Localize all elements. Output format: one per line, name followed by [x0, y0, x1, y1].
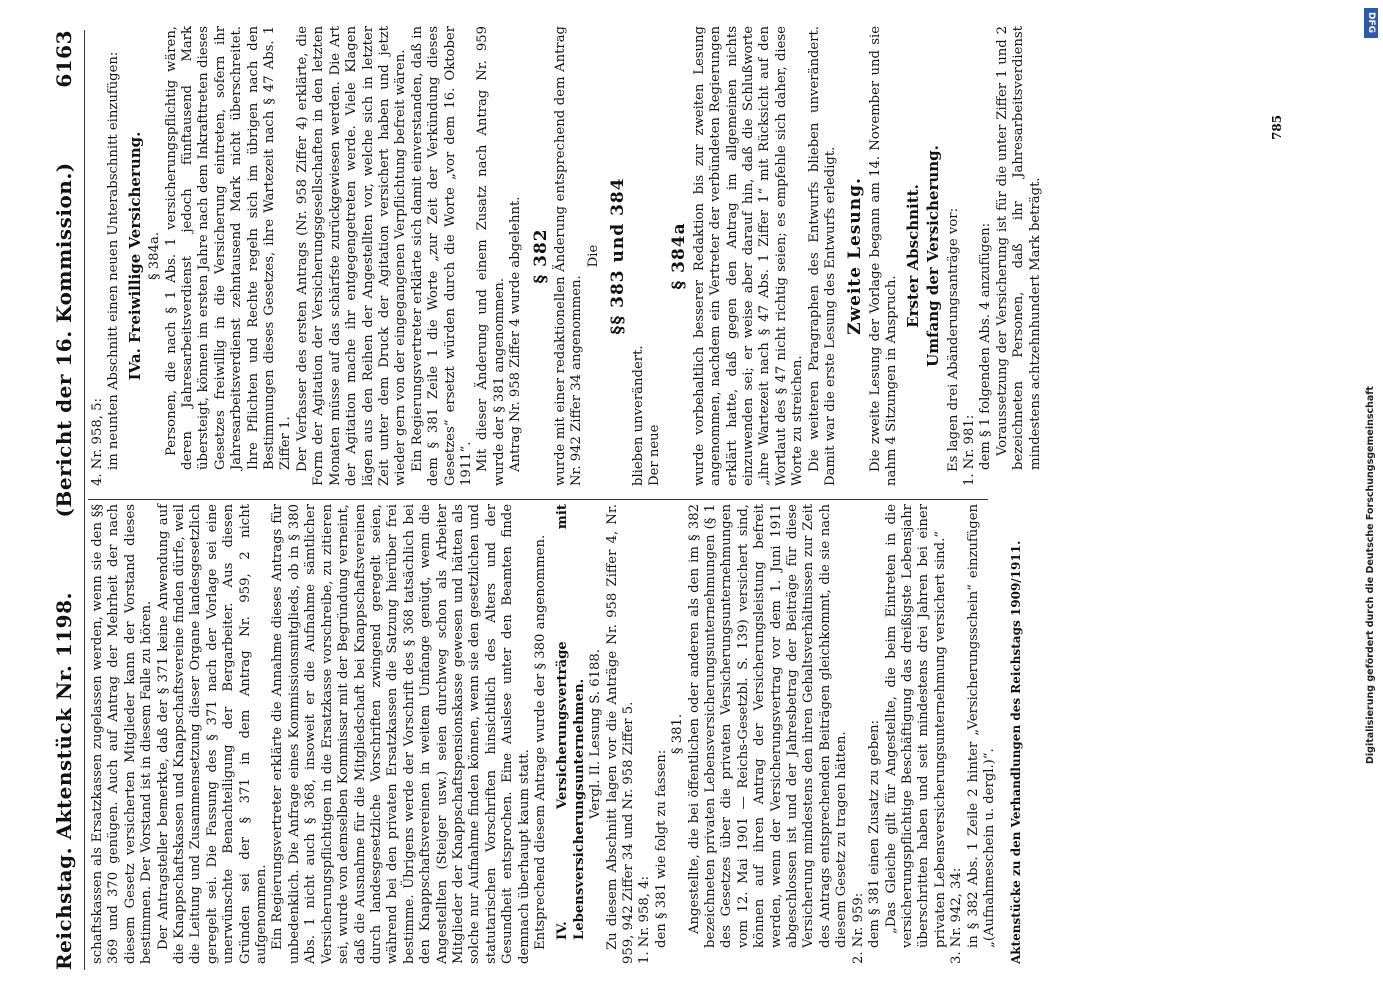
- paragraph-heading: §§ 383 und 384: [608, 177, 629, 335]
- quoted-text: Angestellte, die bei öffentlichen oder anderen als den im § 382 bezeichneten privaten Lebensversicherungsunternehmungen (§ 1 des Gesetzes über die privaten Versicherungsunternehmungen vom 12. Mai 1901 — Reichs-Gesetzbl. S. 139) versichert sind, können auf ihren Antrag der Versicherungsleistung befreit werden, wenn der Versicherungsvertrag vor dem 1. Juni 1911 abgeschlossen ist und der Jahresbetrag der Beiträge für diese Versicherung mindestens den ihren Gehaltsverhältnissen zur Zeit des Antrags entsprechenden Beiträgen gleichkommt, die sie nach diesem Gesetz zu tragen hätten.: [686, 504, 850, 948]
- paragraph: Antrag Nr. 958 Ziffer 4 wurde abgelehnt.: [508, 196, 524, 472]
- running-head: [52, 30, 82, 970]
- paragraph: wurde vorbehaltlich besserer Redaktion bis zur zweiten Lesung angenommen, nachdem ein Vertreter der verbündeten Regierungen erklärt hatte, daß gegen den Antrag im allgemeinen nichts einzuwenden sei; er weise aber darauf hin, daß die Schlußworte „ihre Wartezeit nach § 47 Abs. 1 Ziffer 1“ mit Rücksicht auf den Wortlaut des § 47 nicht richtig seien; es empfehle sich daher, diese Worte zu streichen.: [691, 26, 806, 486]
- list-item-text: im neunten Abschnitt einen neuen Unterabschnitt einzufügen:: [106, 51, 122, 470]
- paragraph-sign: § 381.: [670, 713, 686, 755]
- list-item-text: dem § 1 folgenden Abs. 4 anzufügen:: [978, 222, 994, 470]
- list-item-text: in § 382 Abs. 1 Zeile 2 hinter „Versicherungsschein“ einzufügen „(Aufnahmeschein u. dergl.)“.: [965, 504, 997, 948]
- paragraph: Entsprechend diesem Antrage wurde der § 380 angenommen.: [532, 534, 548, 950]
- list-item-text: den § 381 wie folgt zu fassen:: [653, 749, 669, 948]
- section-reference: Vergl. II. Lesung S. 6188.: [588, 649, 604, 819]
- list-item-number: 2. Nr. 959:: [850, 892, 866, 964]
- list-item-number: 3. Nr. 942, 34:: [949, 867, 965, 964]
- running-head-center: (Bericht der 16. Kommission.): [52, 162, 76, 518]
- paragraph: Mit dieser Änderung und einem Zusatz nach Antrag Nr. 959 wurde der § 381 angenommen.: [475, 26, 507, 486]
- paragraph: blieben unverändert.: [630, 345, 646, 486]
- running-head-left: Reichstag. Aktenstück Nr. 1198.: [52, 592, 76, 970]
- section-title: IV. Versicherungsverträge mit Lebensversicherungsunternehmen.: [555, 504, 587, 940]
- paragraph: wurde mit einer redaktionellen Änderung entsprechend dem Antrag Nr. 942 Ziffer 34 angenommen.: [552, 26, 585, 486]
- footer-source: Aktenstücke zu den Verhandlungen des Reichstags 1909/1911.: [1009, 540, 1024, 964]
- paragraph: Der neue: [647, 424, 662, 486]
- paragraph-sign: § 384a.: [147, 232, 163, 281]
- subsection-heading: IVa. Freiwillige Versicherung.: [125, 131, 144, 381]
- paragraph: Es lagen drei Abänderungsanträge vor:: [945, 207, 961, 472]
- list-item-number: 4. Nr. 958, 5:: [90, 398, 105, 486]
- left-column: [90, 504, 1025, 964]
- paragraph: Die weiteren Paragraphen des Entwurfs blieben unverändert. Damit war die erste Lesung des Entwurfs erledigt.: [806, 26, 839, 486]
- paragraph: Ein Regierungsvertreter erklärte sich damit einverstanden, daß in dem § 381 Zeile 1 die Worte „zur Zeit der Verkündung dieses Gesetzes“ ersetzt würden durch die Worte „vor dem 16. Oktober 1911“.: [409, 26, 474, 486]
- paragraph: schaftskassen als Ersatzkassen zugelassen werden, wenn sie den §§ 369 und 370 genügen. Auch auf Antrag der Mehrheit der nach diesem Gesetz versicherten Mitglieder kann der Vorstand dieses bestimmen. Der Vorstand ist in diesem Falle zu hören.: [90, 504, 155, 964]
- paragraph: Die zweite Lesung der Vorlage begann am 14. November und sie nahm 4 Sitzungen in Anspruch.: [867, 26, 900, 486]
- quoted-text: Voraussetzung der Versicherung ist für die unter Ziffer 1 und 2 bezeichneten Personen, daß ihr Jahresarbeitsverdienst mindestens achtzehnhundert Mark beträgt.: [994, 26, 1043, 470]
- section-heading: Umfang der Versicherung.: [924, 145, 943, 367]
- list-item-number: 1. Nr. 981:: [961, 414, 977, 486]
- reading-heading: Zweite Lesung.: [845, 177, 866, 335]
- signature-mark: 785: [1270, 114, 1284, 140]
- quoted-text: Personen, die nach § 1 Abs. 1 versicherungspflichtig wären, deren Jahresarbeitsverdienst jedoch fünftausend Mark übersteigt, können im ersten Jahre nach dem Inkrafttreten dieses Gesetzes freiwillig in die Versicherung eintreten, sofern ihr Jahresarbeitsverdienst zehntausend Mark nicht überschreitet. Ihre Pflichten und Rechte regeln sich im übrigen nach den Bestimmungen dieses Gesetzes, ihre Wartezeit nach § 47 Abs. 1 Ziffer 1.: [163, 26, 294, 470]
- paragraph-heading: § 384a: [669, 222, 690, 290]
- paragraph: Zu diesem Abschnitt lagen vor die Anträge Nr. 958 Ziffer 4, Nr. 959, 942 Ziffer 34 und Nr. 958 Ziffer 5.: [604, 504, 636, 964]
- right-column: [90, 26, 1044, 486]
- column-divider: [88, 499, 988, 500]
- digitization-credit: Digitalisierung gefördert durch die Deutsche Forschungsgemeinschaft: [1365, 386, 1376, 764]
- list-item-number: 1. Nr. 958, 4:: [637, 876, 653, 964]
- dfg-logo: DFG: [1364, 8, 1378, 38]
- paragraph: Ein Regierungsvertreter erklärte die Annahme dieses Antrags für unbedenklich. Die Anfrage eines Kommissionsmitglieds, ob in § 380 Abs. 1 nicht auch § 368, insoweit er die Aufnahme sämtlicher Versicherungspflichtigen in die Ersatzkasse vorschreibe, zu zitieren sei, wurde von demselben Kommissar mit der Begründung verneint, daß die Ausnahme für die Mitgliedschaft bei Knappschaftsvereinen durch landesgesetzliche Vorschriften zwingend geregelt seien, während bei den privaten Ersatzkassen die Satzung hierüber frei bestimme. Übrigens werde der Vorschrift des § 368 tatsächlich bei den Knappschaftsvereinen in weitem Umfange genügt, wenn die Angestellten (Steiger usw.) seien durchweg schon als Arbeiter Mitglieder der Knappschaftspensionskasse gewesen und hätten als solche nur Aufnahme finden können, wenn sie den gesetzlichen und statutarischen Vorschriften hinsichtlich des Alters und der Gesundheit entsprochen. Eine Auslese unter den Beamten finde demnach überhaupt kaum statt.: [270, 504, 532, 964]
- paragraph: Der Verfasser des ersten Antrags (Nr. 958 Ziffer 4) erklärte, die Form der Agitation der Versicherungsgesellschaften in den letzten Monaten müsse auf das schärfste zurückgewiesen werden. Die Art der Agitation mache ihr entgegengetreten werde. Viele Klagen lägen aus den Reihen der Angestellten vor, welche sich in letzter Zeit unter dem Druck der Agitation versichert haben und jetzt wieder gern von der eingegangenen Verpflichtung befreit wären.: [294, 26, 409, 486]
- paragraph: Der Antragsteller bemerkte, daß der § 371 keine Anwendung auf die Knappschaftskassen und Knappschaftsvereine finden dürfe, weil die Leitung und Zusammensetzung dieser Organe landesgesetzlich geregelt sei. Die Fassung des § 371 nach der Vorlage sei eine unerwünschte Benachteiligung der Bergarbeiter. Aus diesen Gründen sei der § 371 in dem Antrag Nr. 959, 2 nicht aufgenommen.: [155, 504, 270, 964]
- paragraph: Die: [585, 244, 601, 268]
- page-number: 6163: [52, 30, 76, 88]
- paragraph-heading: § 382: [530, 228, 551, 284]
- section-heading: Erster Abschnitt.: [903, 184, 922, 328]
- header-rule: [84, 30, 85, 970]
- list-item-text: dem § 381 einen Zusatz zu geben:: [867, 720, 883, 948]
- quoted-text: „Das Gleiche gilt für Angestellte, die beim Eintreten in die versicherungspflichtige Beschäftigung das dreißigste Lebensjahr überschritten haben und seit mindestens drei Jahren bei einer privaten Lebensversicherungsunternehmung versichert sind.“: [883, 504, 948, 948]
